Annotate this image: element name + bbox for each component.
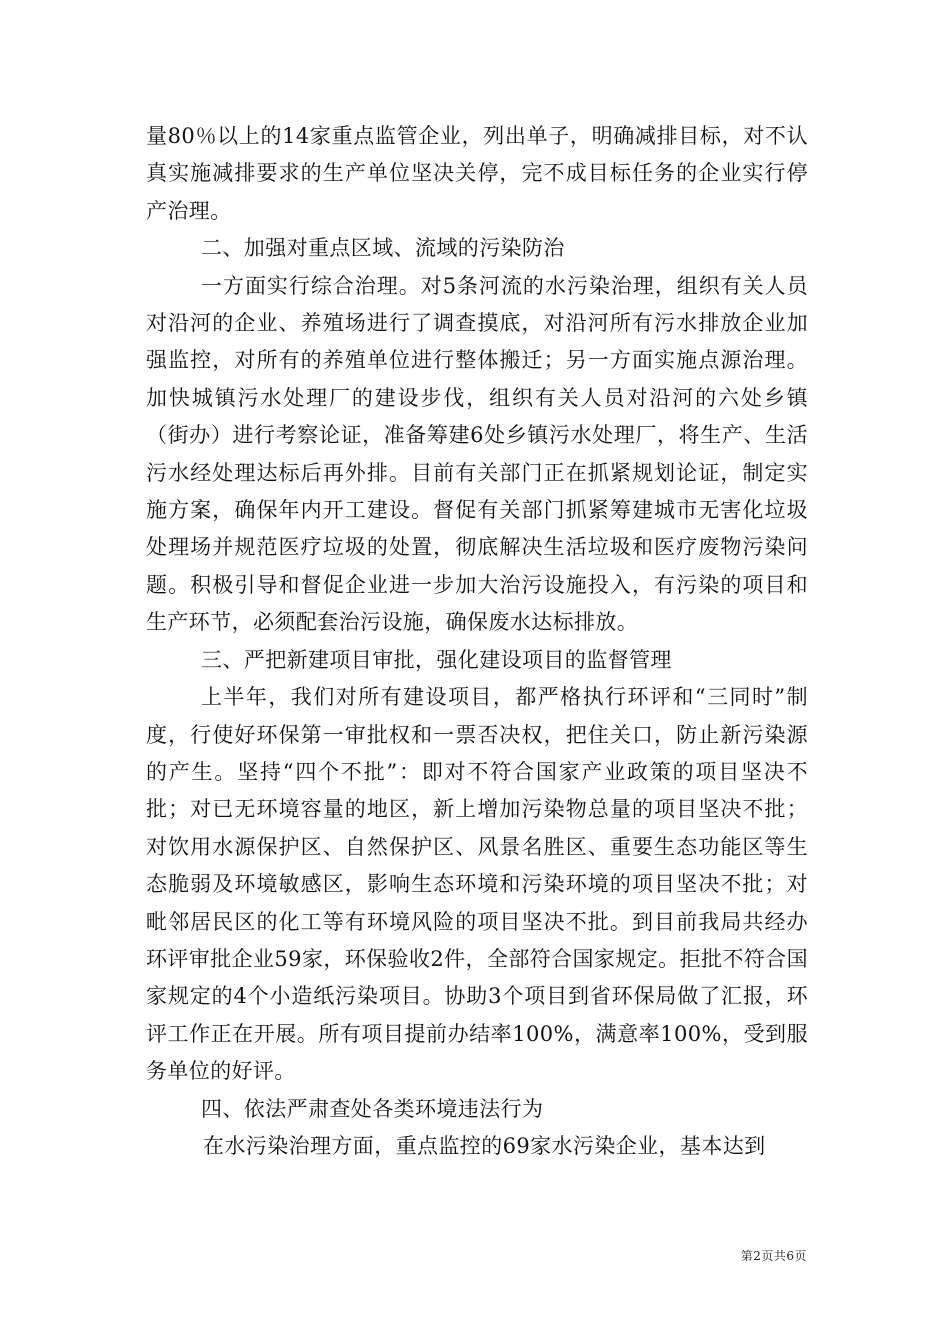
paragraph-section-2: 一方面实行综合治理。对5条河流的水污染治理，组织有关人员对沿河的企业、养殖场进行了调查摸底，对沿河所有污水排放企业加强监控，对所有的养殖单位进行整体搬迁；另一方面实施点源治理。加快城镇污水处理厂的建设步伐，组织有关人员对沿河的六处乡镇（街办）进行考察论证，准备筹建6处乡镇污水处理厂，将生产、生活污水经处理达标后再外排。目前有关部门正在抓紧规划论证，制定实施方案，确保年内开工建设。督促有关部门抓紧筹建城市无害化垃圾处理场并规范医疗垃圾的处置，彻底解决生活垃圾和医疗废物污染问题。积极引导和督促企业进一步加大治污设施投入，有污染的项目和生产环节，必须配套治污设施，确保废水达标排放。 [146, 273, 808, 635]
paragraph-section-3: 上半年，我们对所有建设项目，都严格执行环评和“三同时”制度，行使好环保第一审批权和一票否决权，把住关口，防止新污染源的产生。坚持“四个不批”：即对不符合国家产业政策的项目坚决不批；对已无环境容量的地区，新上增加污染物总量的项目坚决不批；对饮用水源保护区、自然保护区、风景名胜区、重要生态功能区等生态脆弱及环境敏感区，影响生态环境和污染环境的项目坚决不批；对毗邻居民区的化工等有环境风险的项目坚决不批。到目前我局共经办环评审批企业59家，环保验收2件，全部符合国家规定。拒批不符合国家规定的4个小造纸污染项目。协助3个项目到省环保局做了汇报，环评工作正在开展。所有项目提前办结率100%，满意率100%，受到服务单位的好评。 [146, 685, 808, 1084]
section-heading-4: 四、依法严肃查处各类环境违法行为 [201, 1096, 544, 1121]
paragraph-section-4: 在水污染治理方面，重点监控的69家水污染企业，基本达到 [203, 1133, 766, 1158]
section-heading-2: 二、加强对重点区域、流域的污染防治 [201, 236, 565, 261]
section-heading-3: 三、严把新建项目审批，强化建设项目的监督管理 [201, 647, 672, 672]
paragraph-continuation: 量80％以上的14家重点监管企业，列出单子，明确减排目标，对不认真实施减排要求的生产单位坚决关停，完不成目标任务的企业实行停产治理。 [146, 124, 808, 223]
page-number: 第2页共6页 [740, 1249, 807, 1263]
document-body [146, 118, 808, 1165]
